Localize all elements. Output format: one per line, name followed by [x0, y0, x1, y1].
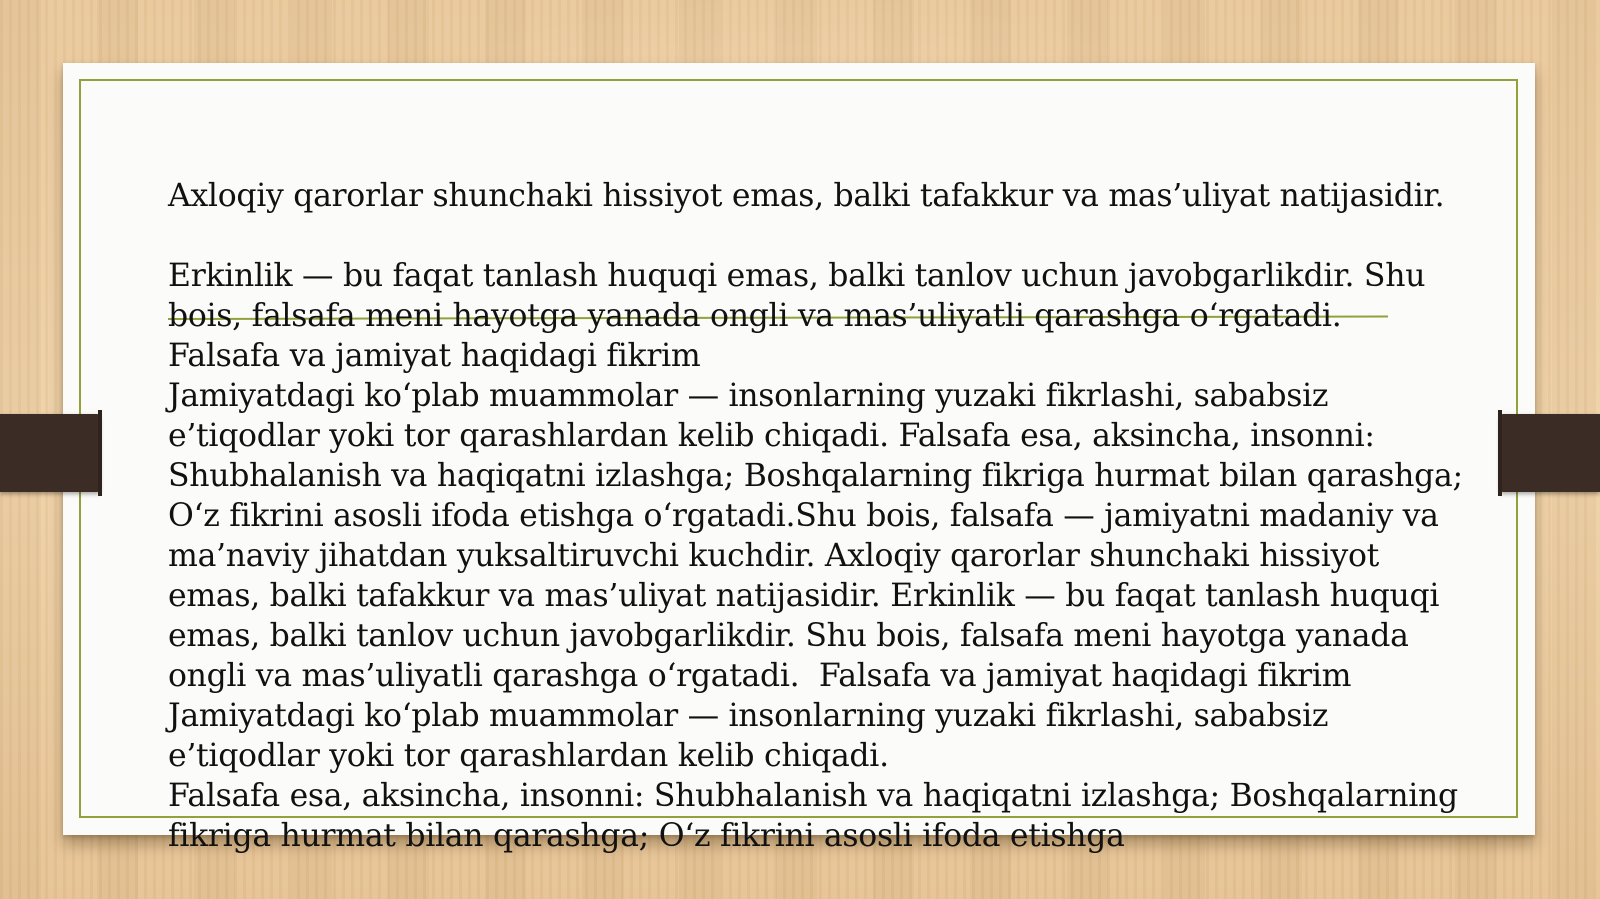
paragraph-ethics: Axloqiy qarorlar shunchaki hissiyot emas, balki tafakkur va mas’uliyat natijasidir. [168, 178, 1445, 214]
paragraph-freedom: Erkinlik — bu faqat tanlash huquqi emas, balki tanlov uchun javobgarlikdir. Shu bois, falsafa meni hayotga yanada ongli va mas’uliyatli qarashga o‘rgatadi. [168, 258, 1435, 334]
paragraph-society-problems: Jamiyatdagi ko‘plab muammolar — insonlarning yuzaki fikrlashi, sababsiz e’tiqodlar yoki tor qarashlardan kelib chiqadi. Falsafa esa, aksincha, insonni: Shubhalanish va haqiqatni izlashga; Boshqalarning fikriga hurmat bilan qarashga; O‘z fikrini asosli ifoda etishga o‘rgatadi.Shu bois, falsafa — jamiyatni madaniy va ma’naviy jihatdan yuksaltiruvchi kuchdir. Axloqiy qarorlar shunchaki hissiyot emas, balki tafakkur va mas’uliyat natijasidir. Erkinlik — bu faqat tanlash huquqi emas, balki tanlov uchun javobgarlikdir. Shu bois, falsafa meni hayotga yanada ongli va mas’uliyatli qarashga o‘rgatadi. Falsafa va jamiyat haqidagi fikrim Jamiyatdagi ko‘plab muammolar — insonlarning yuzaki fikrlashi, sababsiz e’tiqodlar yoki tor qarashlardan kelib chiqadi. [168, 378, 1473, 774]
left-binder-clip [0, 414, 100, 492]
slide-text-body [168, 176, 1473, 856]
heading-philosophy-society: Falsafa va jamiyat haqidagi fikrim [168, 338, 701, 374]
right-binder-clip [1500, 414, 1600, 492]
paragraph-philosophy-teaches: Falsafa esa, aksincha, insonni: Shubhalanish va haqiqatni izlashga; Boshqalarning fikriga hurmat bilan qarashga; O‘z fikrini asosli ifoda etishga [168, 778, 1468, 854]
paragraph-spacer [168, 216, 1473, 256]
